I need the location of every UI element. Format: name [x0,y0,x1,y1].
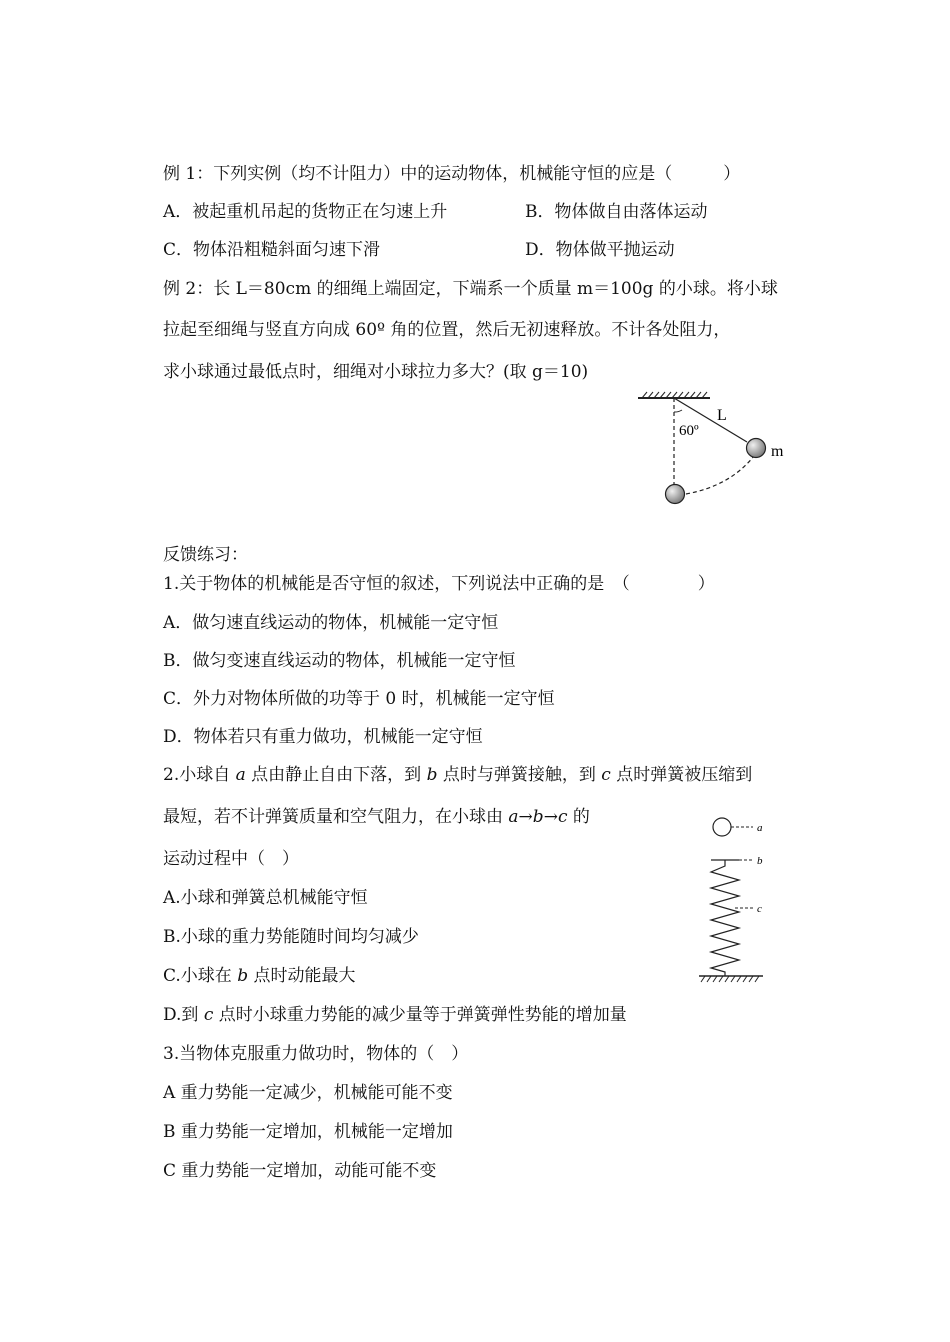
q1-option-d: D．物体若只有重力做功，机械能一定守恒 [163,727,483,747]
q2-line-1: 2.小球自 a 点由静止自由下落，到 b 点时与弹簧接触，到 c 点时弹簧被压缩到 [163,765,753,785]
ex1-question: 例 1：下列实例（均不计阻力）中的运动物体，机械能守恒的应是（ ） [163,164,741,184]
pendulum-ball-raised [747,439,766,458]
q2-option-b: B.小球的重力势能随时间均匀减少 [163,927,419,947]
q1-question: 1.关于物体的机械能是否守恒的叙述，下列说法中正确的是 （ ） [163,574,715,594]
q3-option-c: C 重力势能一定增加，动能可能不变 [163,1161,437,1181]
q1-option-c: C．外力对物体所做的功等于 0 时，机械能一定守恒 [163,689,555,709]
label-b: b [757,855,763,867]
q2-option-c: C.小球在 b 点时动能最大 [163,966,356,986]
ex2-line-1: 例 2：长 L＝80cm 的细绳上端固定，下端系一个质量 m＝100g 的小球。将小球 [163,279,778,299]
length-label: L [717,407,727,424]
ex1-option-b: B．物体做自由落体运动 [525,202,708,222]
ex2-line-3: 求小球通过最低点时，细绳对小球拉力多大？(取 g＝10) [163,362,589,382]
mass-label: m [771,443,784,460]
q2-option-a: A.小球和弹簧总机械能守恒 [163,888,368,908]
pendulum-ball-lowest [666,485,685,504]
q2-line-2: 最短，若不计弹簧质量和空气阻力，在小球由 a→b→c 的 [163,807,590,827]
spring-figure [695,812,775,990]
feedback-heading: 反馈练习： [163,545,248,565]
ex2-line-2: 拉起至细绳与竖直方向成 60º 角的位置，然后无初速释放。不计各处阻力， [163,320,731,340]
q1-option-a: A．做匀速直线运动的物体，机械能一定守恒 [163,613,499,633]
ex1-option-a: A．被起重机吊起的货物正在匀速上升 [163,202,448,222]
q3-option-a: A 重力势能一定减少，机械能可能不变 [163,1083,453,1103]
q1-option-b: B．做匀变速直线运动的物体，机械能一定守恒 [163,651,516,671]
q3-option-b: B 重力势能一定增加，机械能一定增加 [163,1122,453,1142]
label-a: a [757,822,763,834]
label-c: c [757,903,762,915]
angle-label: 60º [679,423,699,439]
q2-option-d: D.到 c 点时小球重力势能的减少量等于弹簧弹性势能的增加量 [163,1005,627,1025]
pendulum-figure [630,390,800,515]
q2-line-3: 运动过程中（ ） [163,849,299,869]
spring-ball [713,818,731,836]
q3-question: 3.当物体克服重力做功时，物体的（ ） [163,1044,469,1064]
ex1-option-c: C．物体沿粗糙斜面匀速下滑 [163,240,381,260]
spring-coil [711,860,739,976]
ex1-option-d: D．物体做平抛运动 [525,240,675,260]
